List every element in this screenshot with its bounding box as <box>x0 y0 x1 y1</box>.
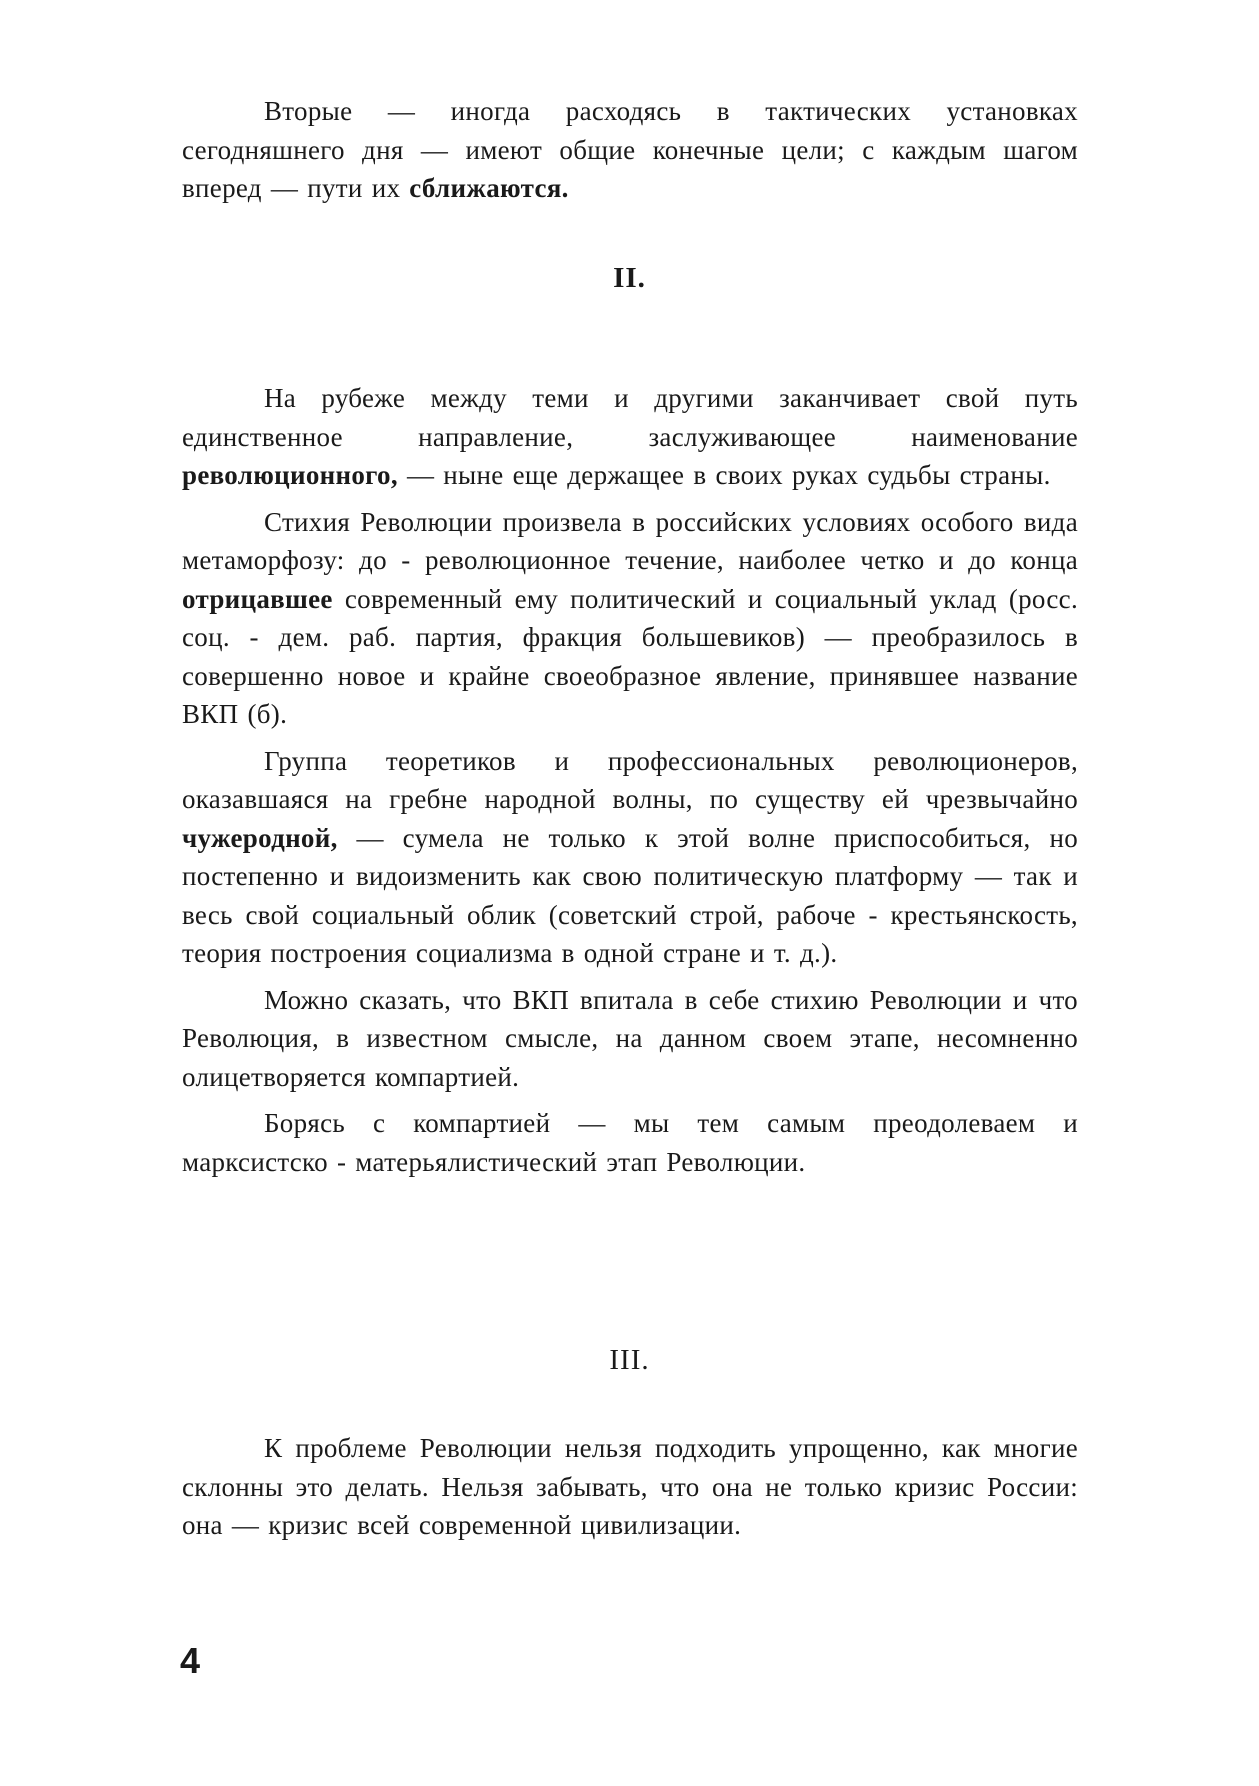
emphasis-text: сближаются. <box>409 173 569 203</box>
section-heading-ii <box>0 262 1259 295</box>
emphasis-text: революционного, <box>182 460 398 490</box>
emphasis-text: чужеродной, <box>182 822 338 853</box>
paragraph <box>182 379 1078 495</box>
section-heading-iii <box>0 1344 1259 1377</box>
paragraph-text: современный ему политический и социальный уклад (росс. соц. - дем. раб. партия, фракция большевиков) — преобразилось в совершенно новое и крайне своеобразное явление, принявшее название ВКП (б). <box>182 583 1078 729</box>
paragraph <box>182 503 1078 734</box>
paragraph-text: — сумела не только к этой волне приспособиться, но постепенно и видоизменить как свою политическую платформу — так и весь свой социальный облик (советский строй, рабоче - крестьянскость, теория построения социализма в одной стране и т. д.). <box>182 822 1078 968</box>
paragraph-text: Стихия Революции произвела в российских условиях особого вида метаморфозу: до - революционное течение, наиболее четко и до конца <box>182 506 1078 575</box>
paragraph-text: На рубеже между теми и другими заканчивает свой путь единственное направление, заслуживающее наименование <box>182 383 1078 452</box>
paragraph <box>182 742 1078 973</box>
emphasis-text: отрицавшее <box>182 583 333 614</box>
section-ii-block <box>182 379 1078 1181</box>
section-heading-text: II. <box>613 262 646 294</box>
paragraph <box>182 92 1078 208</box>
paragraph: Можно сказать, что ВКП впитала в себе стихию Революции и что Революция, в известном смысле, на данном своем этапе, несомненно олицетворяется компартией. <box>182 984 1078 1092</box>
paragraph-text: Группа теоретиков и профессиональных революционеров, оказавшаяся на гребне народной волны, по существу ей чрезвычайно <box>182 745 1078 814</box>
intro-block <box>182 92 1078 208</box>
page-number: 4 <box>180 1640 201 1681</box>
section-iii-block <box>182 1429 1078 1545</box>
paragraph-text: Вторые — иногда расходясь в тактических установках сегодняшнего дня — имеют общие конечные цели; с каждым шагом вперед — пути их <box>182 96 1078 203</box>
section-heading-text: III. <box>609 1344 650 1376</box>
paragraph: Борясь с компартией — мы тем самым преодолеваем и марксистско - матерьялистический этап Революции. <box>182 1108 1078 1177</box>
paragraph-text: — ныне еще держащее в своих руках судьбы страны. <box>397 460 1051 490</box>
paragraph: К проблеме Революции нельзя подходить упрощенно, как многие склонны это делать. Нельзя забывать, что она не только кризис России: она — кризис всей современной цивилизации. <box>182 1433 1078 1540</box>
